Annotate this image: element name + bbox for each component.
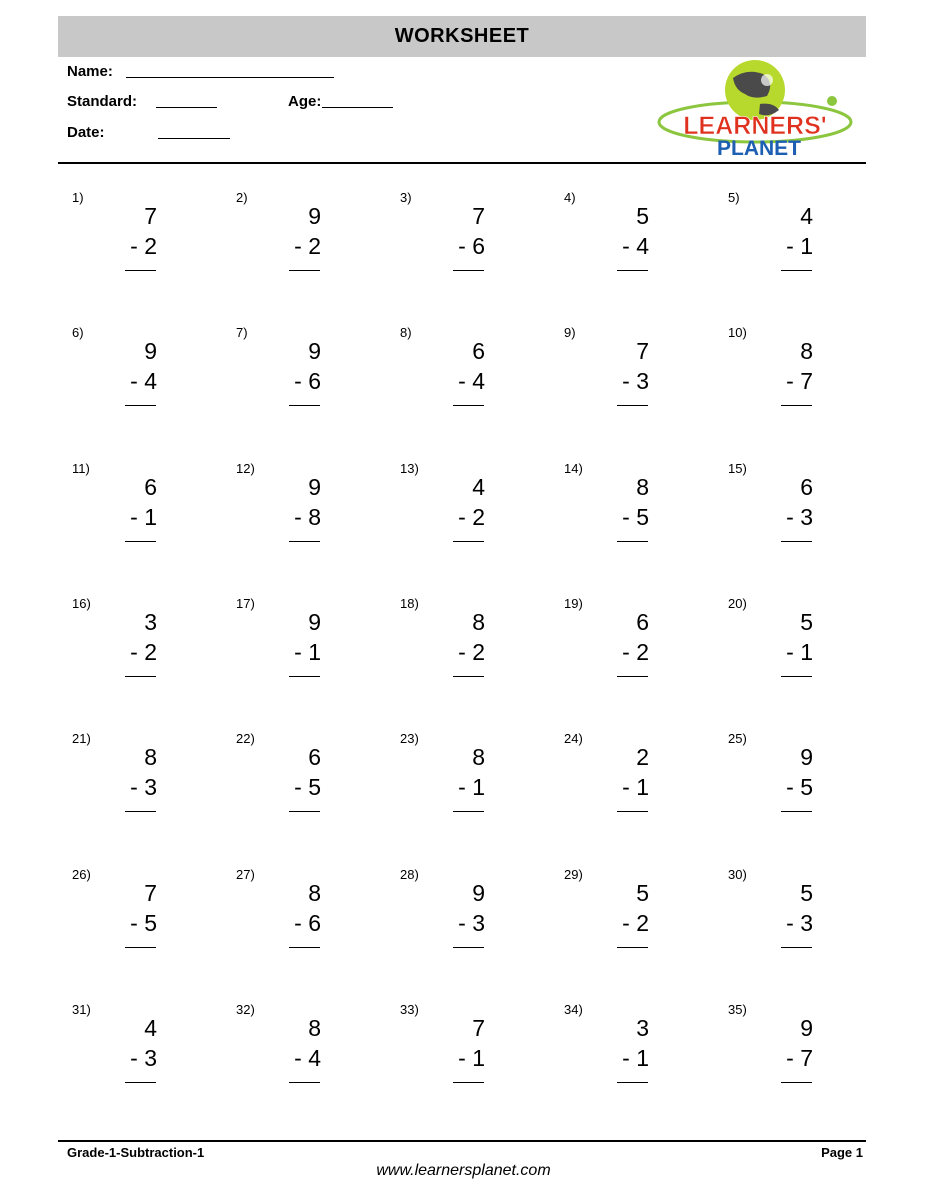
subtrahend: - 5 bbox=[130, 910, 157, 936]
problem-number: 30) bbox=[728, 867, 747, 882]
standard-label: Standard: bbox=[67, 93, 138, 110]
problem-number: 17) bbox=[236, 596, 255, 611]
subtrahend: - 1 bbox=[458, 774, 485, 800]
problem-number: 31) bbox=[72, 1002, 91, 1017]
logo-word-planet: PLANET bbox=[717, 137, 801, 160]
subtrahend: - 1 bbox=[130, 504, 157, 530]
subtrahend: - 6 bbox=[294, 368, 321, 394]
minuend: 3 bbox=[144, 609, 157, 635]
problem-number: 21) bbox=[72, 731, 91, 746]
problem-26 bbox=[72, 867, 212, 967]
problem-13 bbox=[400, 461, 540, 561]
standard-field[interactable] bbox=[156, 107, 217, 108]
subtrahend: - 2 bbox=[294, 233, 321, 259]
minuend: 5 bbox=[636, 880, 649, 906]
minuend: 7 bbox=[472, 1015, 485, 1041]
problem-number: 10) bbox=[728, 325, 747, 340]
minuend: 8 bbox=[800, 338, 813, 364]
subtrahend: - 1 bbox=[622, 1045, 649, 1071]
problem-8 bbox=[400, 325, 540, 425]
problem-27 bbox=[236, 867, 376, 967]
answer-line[interactable] bbox=[617, 811, 648, 812]
problem-9 bbox=[564, 325, 704, 425]
orbit-dot bbox=[827, 96, 837, 106]
problem-number: 14) bbox=[564, 461, 583, 476]
minuend: 9 bbox=[308, 609, 321, 635]
answer-line[interactable] bbox=[781, 405, 812, 406]
problem-6 bbox=[72, 325, 212, 425]
answer-line[interactable] bbox=[289, 1082, 320, 1083]
subtrahend: - 3 bbox=[458, 910, 485, 936]
subtrahend: - 6 bbox=[458, 233, 485, 259]
answer-line[interactable] bbox=[617, 405, 648, 406]
problem-number: 1) bbox=[72, 190, 84, 205]
minuend: 9 bbox=[144, 338, 157, 364]
problem-23 bbox=[400, 731, 540, 831]
answer-line[interactable] bbox=[781, 947, 812, 948]
problem-5 bbox=[728, 190, 868, 290]
website-url: www.learnersplanet.com bbox=[376, 1162, 551, 1179]
minuend: 8 bbox=[308, 1015, 321, 1041]
problem-28 bbox=[400, 867, 540, 967]
problem-19 bbox=[564, 596, 704, 696]
problem-number: 4) bbox=[564, 190, 576, 205]
problem-14 bbox=[564, 461, 704, 561]
worksheet-title: WORKSHEET bbox=[58, 16, 866, 57]
answer-line[interactable] bbox=[781, 541, 812, 542]
problem-number: 15) bbox=[728, 461, 747, 476]
subtrahend: - 5 bbox=[294, 774, 321, 800]
problem-number: 9) bbox=[564, 325, 576, 340]
problem-number: 32) bbox=[236, 1002, 255, 1017]
problem-21 bbox=[72, 731, 212, 831]
minuend: 9 bbox=[800, 1015, 813, 1041]
problem-33 bbox=[400, 1002, 540, 1102]
problem-number: 26) bbox=[72, 867, 91, 882]
subtrahend: - 3 bbox=[130, 1045, 157, 1071]
subtrahend: - 2 bbox=[458, 639, 485, 665]
subtrahend: - 4 bbox=[622, 233, 649, 259]
answer-line[interactable] bbox=[453, 405, 484, 406]
answer-line[interactable] bbox=[125, 1082, 156, 1083]
subtrahend: - 6 bbox=[294, 910, 321, 936]
problem-number: 13) bbox=[400, 461, 419, 476]
answer-line[interactable] bbox=[617, 541, 648, 542]
subtrahend: - 1 bbox=[622, 774, 649, 800]
problem-10 bbox=[728, 325, 868, 425]
problem-number: 28) bbox=[400, 867, 419, 882]
problem-number: 34) bbox=[564, 1002, 583, 1017]
problem-number: 5) bbox=[728, 190, 740, 205]
minuend: 6 bbox=[800, 474, 813, 500]
problem-number: 8) bbox=[400, 325, 412, 340]
minuend: 7 bbox=[636, 338, 649, 364]
answer-line[interactable] bbox=[289, 405, 320, 406]
answer-line[interactable] bbox=[125, 270, 156, 271]
problem-number: 33) bbox=[400, 1002, 419, 1017]
answer-line[interactable] bbox=[453, 270, 484, 271]
subtrahend: - 2 bbox=[622, 639, 649, 665]
date-label: Date: bbox=[67, 124, 105, 141]
problem-number: 20) bbox=[728, 596, 747, 611]
answer-line[interactable] bbox=[781, 676, 812, 677]
header-divider bbox=[58, 162, 866, 164]
answer-line[interactable] bbox=[617, 1082, 648, 1083]
problem-number: 29) bbox=[564, 867, 583, 882]
problem-number: 2) bbox=[236, 190, 248, 205]
subtrahend: - 2 bbox=[130, 639, 157, 665]
minuend: 4 bbox=[472, 474, 485, 500]
problem-number: 16) bbox=[72, 596, 91, 611]
problem-34 bbox=[564, 1002, 704, 1102]
age-label: Age: bbox=[288, 93, 322, 110]
answer-line[interactable] bbox=[289, 541, 320, 542]
answer-line[interactable] bbox=[453, 541, 484, 542]
subtrahend: - 8 bbox=[294, 504, 321, 530]
problem-32 bbox=[236, 1002, 376, 1102]
subtrahend: - 1 bbox=[786, 233, 813, 259]
problem-1 bbox=[72, 190, 212, 290]
problem-number: 25) bbox=[728, 731, 747, 746]
answer-line[interactable] bbox=[125, 541, 156, 542]
page-number: Page 1 bbox=[821, 1145, 863, 1160]
minuend: 7 bbox=[144, 880, 157, 906]
subtrahend: - 1 bbox=[458, 1045, 485, 1071]
answer-line[interactable] bbox=[617, 947, 648, 948]
problem-number: 11) bbox=[72, 461, 90, 476]
subtrahend: - 3 bbox=[622, 368, 649, 394]
answer-line[interactable] bbox=[289, 947, 320, 948]
problem-number: 19) bbox=[564, 596, 583, 611]
problem-35 bbox=[728, 1002, 868, 1102]
minuend: 5 bbox=[800, 880, 813, 906]
problem-number: 27) bbox=[236, 867, 255, 882]
answer-line[interactable] bbox=[453, 676, 484, 677]
subtrahend: - 3 bbox=[786, 910, 813, 936]
minuend: 7 bbox=[144, 203, 157, 229]
minuend: 6 bbox=[472, 338, 485, 364]
answer-line[interactable] bbox=[125, 676, 156, 677]
minuend: 6 bbox=[308, 744, 321, 770]
footer-divider bbox=[58, 1140, 866, 1142]
name-field[interactable] bbox=[126, 77, 334, 78]
subtrahend: - 5 bbox=[786, 774, 813, 800]
problem-29 bbox=[564, 867, 704, 967]
problem-number: 7) bbox=[236, 325, 248, 340]
minuend: 9 bbox=[800, 744, 813, 770]
problem-18 bbox=[400, 596, 540, 696]
problem-12 bbox=[236, 461, 376, 561]
problem-3 bbox=[400, 190, 540, 290]
minuend: 6 bbox=[144, 474, 157, 500]
answer-line[interactable] bbox=[453, 947, 484, 948]
problem-25 bbox=[728, 731, 868, 831]
problem-2 bbox=[236, 190, 376, 290]
logo-word-learners: LEARNERS' bbox=[683, 112, 827, 140]
subtrahend: - 4 bbox=[130, 368, 157, 394]
subtrahend: - 7 bbox=[786, 1045, 813, 1071]
problem-24 bbox=[564, 731, 704, 831]
minuend: 7 bbox=[472, 203, 485, 229]
minuend: 8 bbox=[472, 609, 485, 635]
minuend: 8 bbox=[636, 474, 649, 500]
minuend: 9 bbox=[308, 203, 321, 229]
minuend: 8 bbox=[144, 744, 157, 770]
subtrahend: - 4 bbox=[294, 1045, 321, 1071]
problem-11 bbox=[72, 461, 212, 561]
problem-number: 12) bbox=[236, 461, 255, 476]
answer-line[interactable] bbox=[781, 270, 812, 271]
answer-line[interactable] bbox=[289, 270, 320, 271]
answer-line[interactable] bbox=[617, 270, 648, 271]
answer-line[interactable] bbox=[289, 811, 320, 812]
answer-line[interactable] bbox=[781, 1082, 812, 1083]
problem-number: 22) bbox=[236, 731, 255, 746]
answer-line[interactable] bbox=[453, 811, 484, 812]
answer-line[interactable] bbox=[289, 676, 320, 677]
problem-16 bbox=[72, 596, 212, 696]
minuend: 3 bbox=[636, 1015, 649, 1041]
subtrahend: - 5 bbox=[622, 504, 649, 530]
problem-4 bbox=[564, 190, 704, 290]
minuend: 8 bbox=[472, 744, 485, 770]
minuend: 9 bbox=[308, 474, 321, 500]
problem-22 bbox=[236, 731, 376, 831]
answer-line[interactable] bbox=[453, 1082, 484, 1083]
age-field[interactable] bbox=[322, 107, 393, 108]
name-label: Name: bbox=[67, 63, 113, 80]
minuend: 5 bbox=[636, 203, 649, 229]
problem-7 bbox=[236, 325, 376, 425]
minuend: 2 bbox=[636, 744, 649, 770]
answer-line[interactable] bbox=[781, 811, 812, 812]
problem-number: 23) bbox=[400, 731, 419, 746]
minuend: 4 bbox=[800, 203, 813, 229]
problem-number: 6) bbox=[72, 325, 84, 340]
subtrahend: - 4 bbox=[458, 368, 485, 394]
minuend: 9 bbox=[308, 338, 321, 364]
subtrahend: - 7 bbox=[786, 368, 813, 394]
subtrahend: - 1 bbox=[786, 639, 813, 665]
date-field[interactable] bbox=[158, 138, 230, 139]
problem-20 bbox=[728, 596, 868, 696]
answer-line[interactable] bbox=[125, 811, 156, 812]
minuend: 5 bbox=[800, 609, 813, 635]
problem-number: 35) bbox=[728, 1002, 747, 1017]
subtrahend: - 2 bbox=[458, 504, 485, 530]
problem-15 bbox=[728, 461, 868, 561]
minuend: 9 bbox=[472, 880, 485, 906]
subtrahend: - 1 bbox=[294, 639, 321, 665]
answer-line[interactable] bbox=[125, 405, 156, 406]
problem-number: 3) bbox=[400, 190, 412, 205]
subtrahend: - 2 bbox=[622, 910, 649, 936]
subtrahend: - 3 bbox=[130, 774, 157, 800]
minuend: 8 bbox=[308, 880, 321, 906]
subtrahend: - 3 bbox=[786, 504, 813, 530]
problem-number: 24) bbox=[564, 731, 583, 746]
subtrahend: - 2 bbox=[130, 233, 157, 259]
problem-number: 18) bbox=[400, 596, 419, 611]
minuend: 4 bbox=[144, 1015, 157, 1041]
worksheet-id: Grade-1-Subtraction-1 bbox=[67, 1145, 205, 1160]
problem-17 bbox=[236, 596, 376, 696]
problem-31 bbox=[72, 1002, 212, 1102]
learners-planet-logo bbox=[655, 56, 855, 164]
answer-line[interactable] bbox=[125, 947, 156, 948]
problem-30 bbox=[728, 867, 868, 967]
minuend: 6 bbox=[636, 609, 649, 635]
answer-line[interactable] bbox=[617, 676, 648, 677]
globe-highlight bbox=[761, 74, 773, 86]
